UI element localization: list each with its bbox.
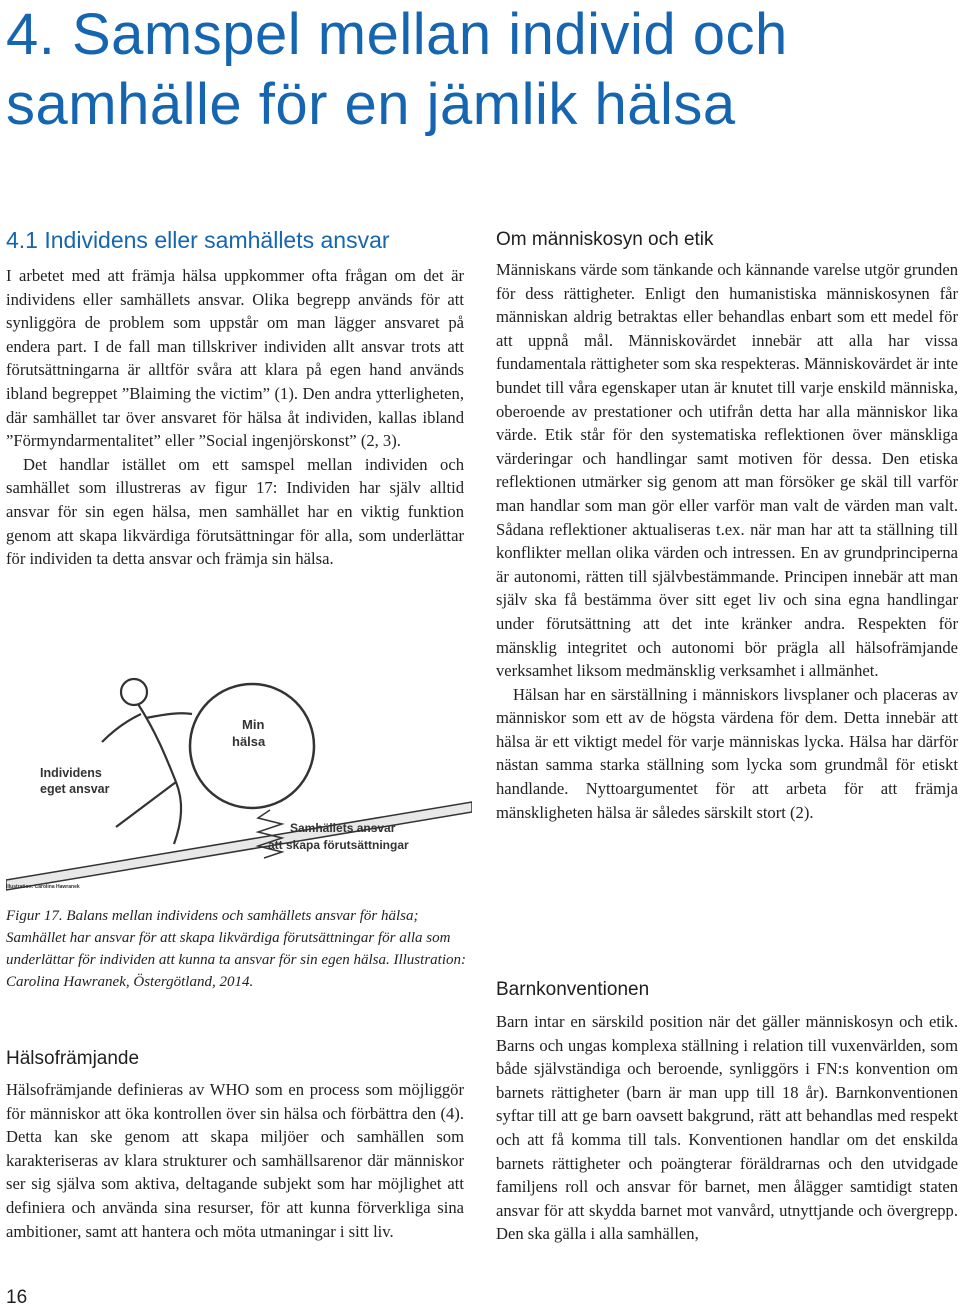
left-body-text — [6, 264, 464, 571]
figure-illustration — [6, 662, 472, 898]
page-title: 4. Samspel mellan individ och samhälle för en jämlik hälsa — [6, 2, 788, 137]
individ-label-line1: Individens — [40, 766, 102, 780]
paragraph: Barn intar en särskild position när det gäller människosyn och etik. Barns och ungas komplexa ställning i relation till vuxenvärlden, som både självständiga och beroende, synliggörs i FN:s konvention om barnets rättigheter (barn är man upp till 18 år). Barnkonventionen syftar till att ge barn oavsett bakgrund, rätt att behandlas med respekt och att få komma till tals. Konventionen handlar om det enskilda barnets rättigheter och poängterar föräldrarnas och den utvidgade familjens roll och ansvar för barnet, men ålägger samtidigt staten ansvar för att skydda barnet mot vanvård, utnyttjande och övergrepp. Den ska gälla i alla samhällen, — [496, 1012, 958, 1244]
left-body-text-2 — [6, 1078, 464, 1243]
paragraph: I arbetet med att främja hälsa uppkommer ofta frågan om det är individens eller samhällets ansvar. Olika begrepp används för att synliggöra de problem som uppstår om man lägger ansvaret på endera part. I de fall man tillskriver individen allt ansvar trots att förutsättningarna är alltför svåra att klara på egen hand används ibland begreppet ”Blaiming the victim” (1). Den andra ytterligheten, där samhället tar över ansvaret för hälsa åt individen, kallas ibland ”Förmyndarmentalitet” eller ”Social ingenjörskonst” (2, 3). — [6, 266, 464, 451]
figure-caption: Figur 17. Balans mellan individens och samhällets ansvar för hälsa; Samhället har ansvar för att skapa likvärdiga förutsättningar för alla som underlättar för individen att kunna ta ansvar för sin egen hälsa. Illustration: Carolina Hawranek, Östergötland, 2014. — [6, 908, 466, 990]
balance-illustration — [6, 662, 472, 898]
heading-barnkonventionen: Barnkonventionen — [496, 979, 650, 1000]
person-figure — [102, 679, 192, 844]
samhalle-label-line1: Samhällets ansvar — [290, 821, 396, 835]
page-number: 16 — [6, 1287, 28, 1308]
paragraph: Hälsan har en särställning i människors livsplaner och placeras av människor som ett av de högsta värdena för dem. Detta innebär att hälsa är ett viktigt medel för varje människas lycka. Hälsa har därför nästan samma starka ställning som lycka som grundmål för etiskt handlande. Nyttoargumentet för att arbeta för att främja mänskligheten hälsa är således särskilt stort (2). — [496, 684, 958, 822]
individ-label-line2: eget ansvar — [40, 782, 110, 796]
paragraph: Det handlar istället om ett samspel mellan individen och samhället som illustreras av figur 17: Individen har själv alltid ansvar för sin egen hälsa, men samhället har en viktig funktion genom att skapa likvärdiga förutsättningar för alla, som underlättar för individen ta detta ansvar och främja sin hälsa. — [6, 454, 464, 569]
ball-label-line1: Min — [242, 717, 265, 732]
section-heading: 4.1 Individens eller samhällets ansvar — [6, 227, 390, 253]
ball-label-line2: hälsa — [232, 734, 266, 749]
subheading-halsofr: Hälsofrämjande — [6, 1048, 140, 1069]
paragraph: Människans värde som tänkande och kännande varelse utgör grunden för dess rättigheter. Enligt den humanistiska människosynen får människan aldrig betraktas eller behandlas enbart som ett medel för att uppnå mål. Människovärdet innebär att alla har vissa fundamentala rättigheter som ska respekteras. Människovärdet är inte bundet till våra egenskaper utan är knutet till varje enskild människa, oberoende av prestationer och utifrån detta har alla människor lika värde. Etik står för den systematiska reflektionen över mänskliga värderingar och handlingar samt motiven för dessa. Den etiska reflektionen utmärker sig genom att man försöker ge skäl till varför man handlar som man gör eller varför man valt de värden man valt. Sådana reflektioner aktualiseras t.ex. när man har att ta ställning till konflikter mellan olika värden och intressen. En av grundprinciperna är autonomi, rätten till självbestämmande. Principen innebär att man själv ska få bestämma över sitt eget liv och sina egna handlingar under förutsättning att det inte kränker andra. Respekten för mänsklig integritet och autonomi bör prägla all hälsofrämjande verksamhet liksom medmänsklig verksamhet i allmänhet. — [496, 260, 958, 681]
heading-manniskosyn: Om människosyn och etik — [496, 229, 714, 250]
illustration-credit: Illustration: Carolina Hawranek — [6, 884, 80, 890]
paragraph: Hälsofrämjande definieras av WHO som en process som möjliggör för människor att öka kontrollen över sin hälsa och förbättra den (4). Detta kan ske genom att skapa miljöer och samhällen som karakteriseras av klara strukturer och samhällsarenor där människor ser sig själva som aktiva, deltagande subjekt som har möjlighet att definiera och använda sina resurser, för att kunna förverkliga sina ambitioner, samt att hantera och möta utmaningar i sitt liv. — [6, 1080, 464, 1241]
samhalle-label-line2: att skapa förutsättningar — [268, 838, 409, 852]
right-body-text — [496, 258, 958, 824]
right-body-text-2 — [496, 1010, 958, 1246]
